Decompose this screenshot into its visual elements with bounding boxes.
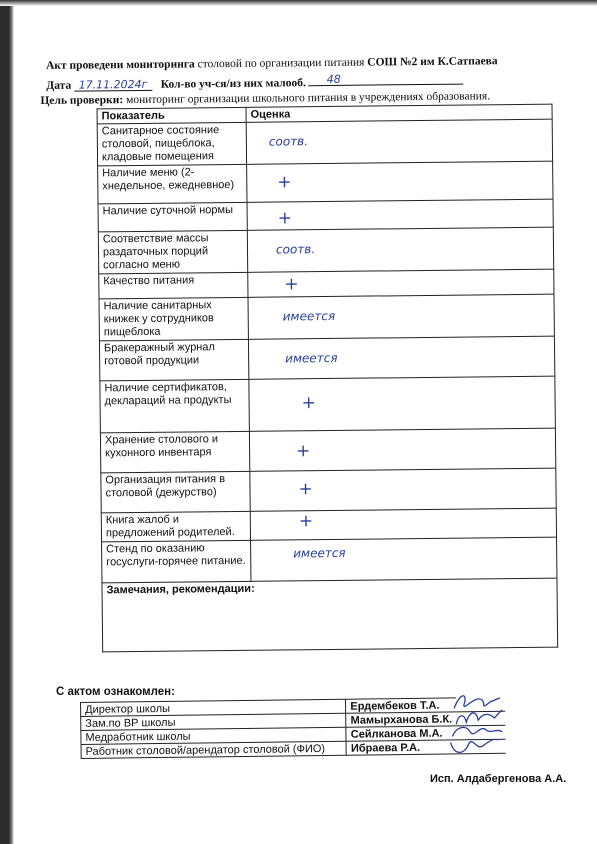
table-row bbox=[99, 336, 554, 381]
score-value: имеется bbox=[285, 350, 338, 366]
name-cell: Ердембеков Т.А. bbox=[346, 698, 456, 713]
acknowledgement-table bbox=[80, 697, 506, 759]
date-value: 17.11.2024г bbox=[78, 77, 148, 92]
indicator-cell: Наличие суточной нормы bbox=[98, 202, 247, 232]
document-title bbox=[46, 55, 560, 72]
score-cell bbox=[250, 468, 556, 511]
indicator-cell: Санитарное состояние столовой, пищеблока, кладовые помещения bbox=[97, 122, 246, 166]
remarks-cell: Замечания, рекомендации: bbox=[102, 578, 558, 652]
score-cell bbox=[249, 428, 555, 471]
score-value: + bbox=[296, 441, 311, 462]
table-row bbox=[102, 537, 557, 583]
score-cell bbox=[250, 508, 556, 540]
indicator-cell: Наличие санитарных книжек у сотрудников пищеблока bbox=[99, 297, 248, 341]
table-row bbox=[100, 376, 556, 433]
score-cell bbox=[251, 537, 557, 581]
name-cell: Ибраева Р.А. bbox=[346, 740, 456, 755]
score-cell bbox=[247, 199, 553, 230]
col-score-header: Оценка bbox=[246, 104, 552, 122]
indicator-cell: Организация питания в столовой (дежурство) bbox=[101, 471, 250, 513]
score-cell bbox=[248, 269, 554, 297]
table-row bbox=[100, 428, 555, 473]
score-value: имеется bbox=[293, 545, 346, 561]
position-cell: Работник столовой/арендатор столовой (ФИО) bbox=[81, 741, 346, 758]
acknowledgement-label: С актом ознакомлен: bbox=[56, 686, 175, 698]
table-row bbox=[101, 468, 556, 513]
signature-icon bbox=[446, 732, 506, 759]
signature-cell bbox=[456, 739, 505, 754]
score-cell bbox=[249, 376, 556, 431]
date-label: Дата bbox=[46, 79, 72, 92]
indicator-cell: Книга жалоб и предложений родителей. bbox=[101, 511, 250, 542]
remarks-row bbox=[102, 578, 558, 652]
score-cell bbox=[248, 294, 554, 339]
executor-line: Исп. Алдабергенова А.А. bbox=[430, 773, 567, 785]
indicator-cell: Стенд по оказанию госуслуги-горячее питание. bbox=[102, 540, 251, 583]
scan-left-edge bbox=[0, 0, 14, 844]
score-value: + bbox=[277, 208, 293, 229]
indicator-cell: Соответствие массы раздаточных порций согласно меню bbox=[98, 230, 247, 274]
count-value: 48 bbox=[326, 72, 341, 86]
score-value: + bbox=[277, 172, 292, 193]
col-indicator-header: Показатель bbox=[97, 107, 246, 124]
table-row bbox=[98, 227, 553, 274]
indicator-cell: Хранение столового и кухонного инвентаря bbox=[100, 431, 249, 473]
date-line bbox=[46, 71, 560, 92]
document-sheet bbox=[40, 55, 566, 653]
name-cell: Мамырханова Б.К. bbox=[346, 712, 456, 727]
score-cell bbox=[247, 227, 553, 272]
position-cell: Директор школы bbox=[81, 699, 346, 716]
date-field bbox=[74, 78, 152, 92]
table-row bbox=[101, 508, 556, 542]
scan-top-edge bbox=[0, 0, 597, 6]
title-plain: столовой по организации питания bbox=[194, 56, 368, 71]
table-row bbox=[99, 294, 554, 341]
goal-text: мониторинг организации школьного питания в учреждениях образования. bbox=[123, 90, 491, 107]
count-label: Кол-во уч-ся/из них малооб. bbox=[160, 77, 306, 91]
position-cell: Медработник школы bbox=[81, 727, 346, 744]
table-row bbox=[98, 161, 553, 204]
score-cell bbox=[247, 161, 553, 202]
score-value: + bbox=[298, 479, 313, 500]
indicator-cell: Бракеражный журнал готовой продукции bbox=[99, 339, 248, 381]
indicator-cell: Наличие сертификатов, деклараций на продукты bbox=[100, 379, 250, 433]
score-value: + bbox=[301, 393, 316, 414]
table-row bbox=[97, 119, 552, 166]
title-bold: Акт проведени мониторинга bbox=[45, 58, 195, 72]
monitoring-table bbox=[97, 104, 559, 653]
indicator-cell: Наличие меню (2-хнедельное, ежедневное) bbox=[98, 164, 247, 204]
score-cell bbox=[246, 119, 552, 164]
count-field bbox=[309, 72, 464, 87]
indicator-cell: Качество питания bbox=[99, 272, 248, 299]
score-value: + bbox=[284, 274, 299, 295]
score-value: соотв. bbox=[268, 134, 309, 149]
name-cell: Сейлканова М.А. bbox=[346, 726, 456, 741]
score-cell bbox=[248, 336, 554, 379]
goal-label: Цель проверки: bbox=[40, 94, 124, 107]
score-value: имеется bbox=[282, 308, 336, 324]
title-school: СОШ №2 им К.Сатпаева bbox=[367, 55, 498, 69]
position-cell: Зам.по ВР школы bbox=[81, 713, 346, 730]
score-value: + bbox=[298, 511, 314, 532]
score-value: соотв. bbox=[275, 242, 316, 257]
